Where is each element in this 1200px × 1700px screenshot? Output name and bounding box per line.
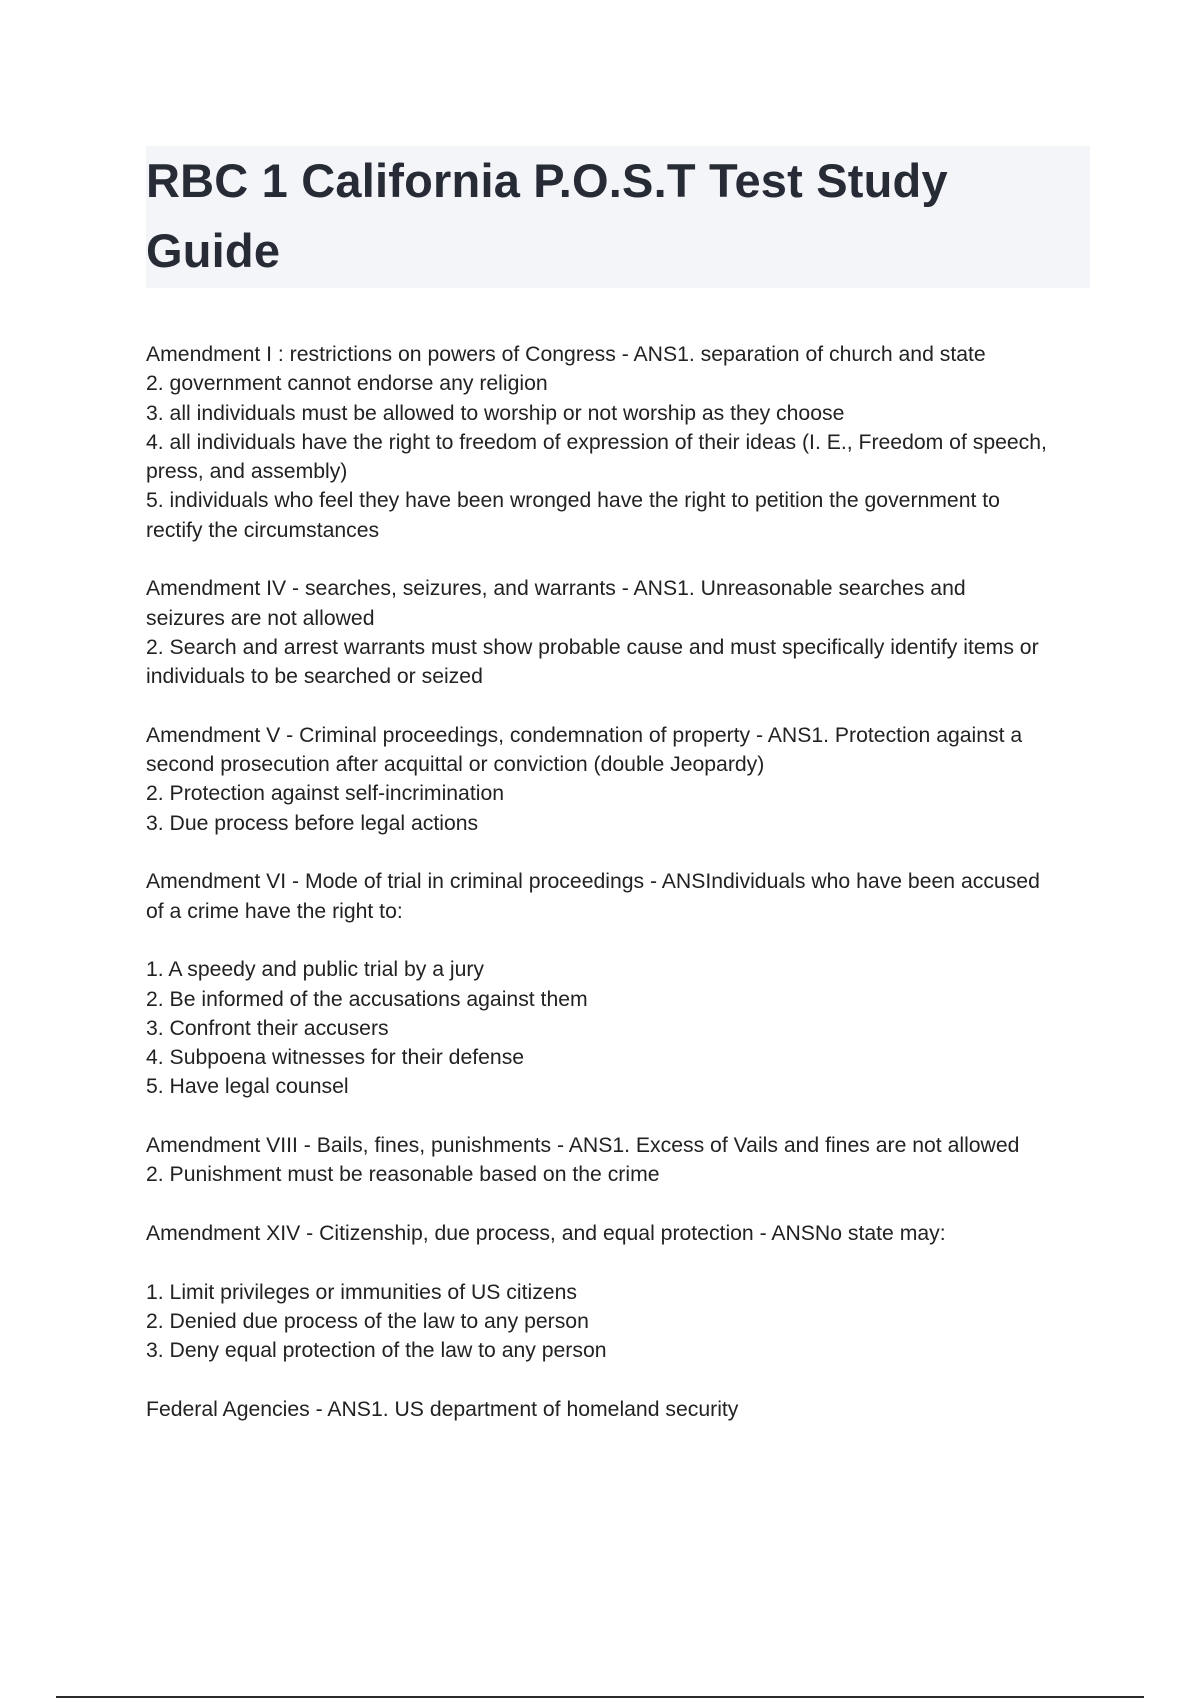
text-line: 3. Due process before legal actions <box>146 811 479 835</box>
text-line: individuals to be searched or seized <box>146 665 483 689</box>
text-line: of a crime have the right to: <box>146 899 403 923</box>
paragraph-spacer <box>146 1102 1096 1131</box>
paragraph <box>146 1131 1096 1190</box>
text-line: 4. Subpoena witnesses for their defense <box>146 1046 525 1070</box>
text-line: Amendment XIV - Citizenship, due process, and equal protection - ANSNo state may: <box>146 1221 946 1245</box>
text-line: 2. Denied due process of the law to any person <box>146 1309 589 1333</box>
text-line: 1. Limit privileges or immunities of US citizens <box>146 1280 577 1304</box>
paragraph-spacer <box>146 1248 1096 1277</box>
paragraph-spacer <box>146 545 1096 574</box>
text-line: 5. individuals who feel they have been wronged have the right to petition the government to <box>146 489 1000 513</box>
text-line: 3. all individuals must be allowed to worship or not worship as they choose <box>146 401 845 425</box>
document-title <box>146 146 1090 286</box>
text-line: Amendment VIII - Bails, fines, punishments - ANS1. Excess of Vails and fines are not allowed <box>146 1134 1020 1158</box>
document-body <box>146 340 1096 1424</box>
paragraph <box>146 1395 1096 1424</box>
text-line: 4. all individuals have the right to freedom of expression of their ideas (I. E., Freedom of speech, <box>146 430 1047 454</box>
paragraph-spacer <box>146 692 1096 721</box>
paragraph-spacer <box>146 838 1096 867</box>
document-title-line-2: Guide <box>146 224 281 277</box>
text-line: rectify the circumstances <box>146 518 380 542</box>
text-line: Amendment V - Criminal proceedings, condemnation of property - ANS1. Protection against a <box>146 723 1023 747</box>
text-line: 3. Confront their accusers <box>146 1016 389 1040</box>
paragraph <box>146 340 1096 545</box>
title-banner <box>146 146 1090 288</box>
paragraph-spacer <box>146 1190 1096 1219</box>
paragraph <box>146 721 1096 838</box>
paragraph <box>146 955 1096 1101</box>
paragraph <box>146 1219 1096 1248</box>
text-line: seizures are not allowed <box>146 606 375 630</box>
paragraph <box>146 1278 1096 1366</box>
text-line: 5. Have legal counsel <box>146 1075 349 1099</box>
text-line: Amendment I : restrictions on powers of Congress - ANS1. separation of church and state <box>146 343 986 366</box>
paragraph <box>146 867 1096 926</box>
text-line: 2. Search and arrest warrants must show probable cause and must specifically identify items or <box>146 635 1039 659</box>
text-line: press, and assembly) <box>146 460 348 484</box>
paragraph-spacer <box>146 926 1096 955</box>
text-line: 3. Deny equal protection of the law to any person <box>146 1339 607 1363</box>
paragraph <box>146 574 1096 691</box>
text-line: Federal Agencies - ANS1. US department of homeland security <box>146 1397 739 1421</box>
document-title-line-1: RBC 1 California P.O.S.T Test Study <box>146 154 948 207</box>
text-line: 2. Punishment must be reasonable based on the crime <box>146 1163 660 1187</box>
text-line: Amendment IV - searches, seizures, and warrants - ANS1. Unreasonable searches and <box>146 577 966 601</box>
text-line: 1. A speedy and public trial by a jury <box>146 958 485 982</box>
text-line: second prosecution after acquittal or conviction (double Jeopardy) <box>146 753 765 777</box>
text-line: 2. Be informed of the accusations against them <box>146 987 588 1011</box>
text-line: 2. government cannot endorse any religion <box>146 372 548 396</box>
text-line: 2. Protection against self-incrimination <box>146 782 505 806</box>
text-line: Amendment VI - Mode of trial in criminal proceedings - ANSIndividuals who have been accused <box>146 870 1040 894</box>
footer-divider <box>56 1696 1144 1698</box>
paragraph-spacer <box>146 1365 1096 1394</box>
